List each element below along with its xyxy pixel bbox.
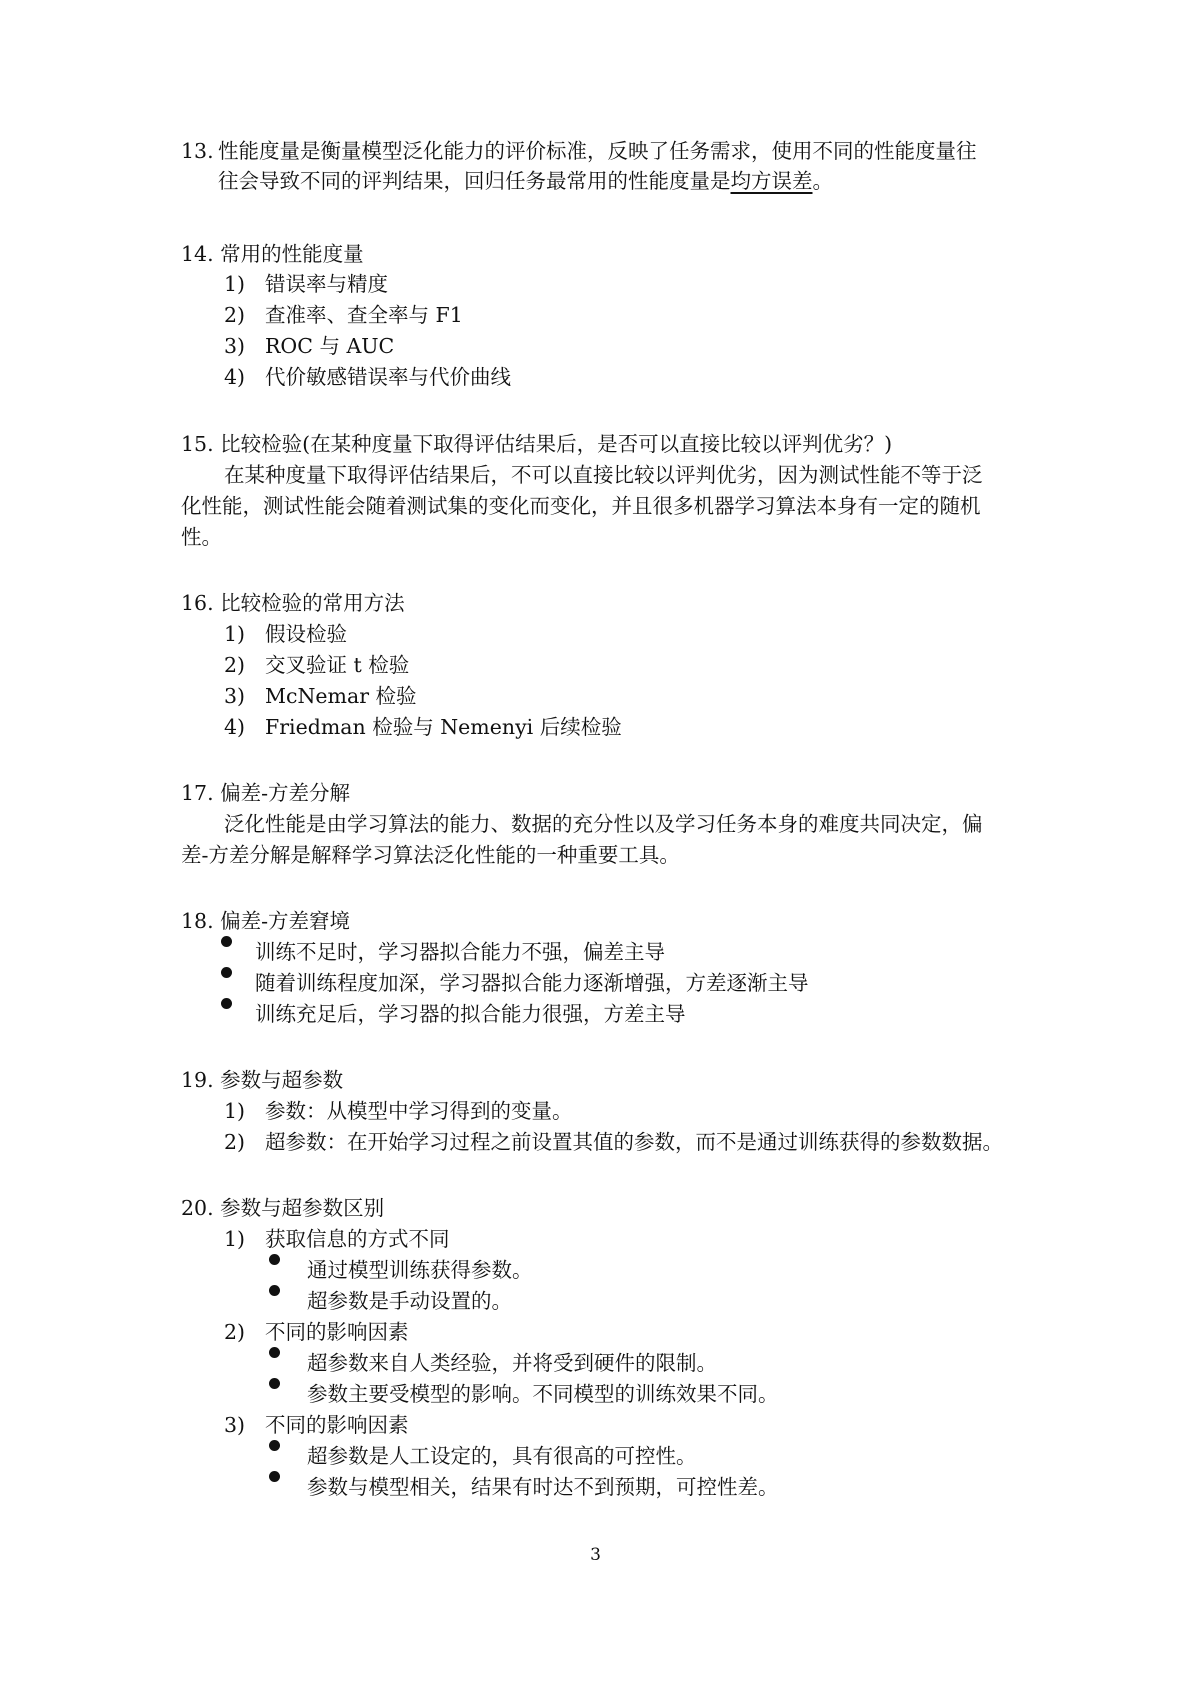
bullet-dot (221, 998, 232, 1009)
list-number: 2) (224, 1130, 246, 1154)
bullet-dot (269, 1254, 280, 1265)
sub-bullet-item: 参数与模型相关，结果有时达不到预期，可控性差。 (307, 1475, 779, 1499)
list-number: 2) (224, 653, 246, 677)
list-number: 2) (224, 1320, 246, 1344)
list-item: 错误率与精度 (265, 272, 388, 296)
list-number: 1) (224, 1227, 246, 1251)
bullet-dot (269, 1471, 280, 1482)
list-item: 代价敏感错误率与代价曲线 (265, 365, 511, 389)
list-item: 超参数：在开始学习过程之前设置其值的参数，而不是通过训练获得的参数数据。 (265, 1130, 1003, 1154)
list-item: 不同的影响因素 (265, 1320, 409, 1344)
list-number: 1) (224, 622, 246, 646)
list-item: 查准率、查全率与 F1 (265, 303, 463, 327)
section-16-title: 16. 比较检验的常用方法 (181, 591, 405, 615)
sub-bullet-item: 通过模型训练获得参数。 (307, 1258, 533, 1282)
list-item: 不同的影响因素 (265, 1413, 409, 1437)
underlined-term: 均方误差 (730, 169, 813, 193)
section-17-para-line-1: 泛化性能是由学习算法的能力、数据的充分性以及学习任务本身的难度共同决定，偏 (224, 812, 983, 836)
bullet-item: 随着训练程度加深，学习器拟合能力逐渐增强，方差逐渐主导 (255, 971, 809, 995)
section-13-line-2 (218, 167, 833, 195)
bullet-item: 训练充足后，学习器的拟合能力很强，方差主导 (255, 1002, 686, 1026)
list-item: McNemar 检验 (265, 684, 417, 708)
sub-bullet-item: 超参数来自人类经验，并将受到硬件的限制。 (307, 1351, 717, 1375)
page-number: 3 (590, 1545, 601, 1565)
sub-bullet-item: 参数主要受模型的影响。不同模型的训练效果不同。 (307, 1382, 779, 1406)
section-15-title: 15. 比较检验(在某种度量下取得评估结果后，是否可以直接比较以评判优劣？) (181, 432, 893, 456)
bullet-dot (269, 1347, 280, 1358)
list-number: 2) (224, 303, 246, 327)
list-item: Friedman 检验与 Nemenyi 后续检验 (265, 715, 622, 739)
section-13-period: 。 (812, 169, 833, 193)
section-17-para-line-2: 差-方差分解是解释学习算法泛化性能的一种重要工具。 (181, 843, 680, 867)
section-17-title: 17. 偏差-方差分解 (181, 781, 351, 805)
bullet-dot (269, 1440, 280, 1451)
list-number: 3) (224, 334, 246, 358)
bullet-dot (269, 1285, 280, 1296)
list-number: 3) (224, 1413, 246, 1437)
section-15-para-line-2: 化性能，测试性能会随着测试集的变化而变化，并且很多机器学习算法本身有一定的随机 (181, 494, 981, 518)
list-item: 假设检验 (265, 622, 347, 646)
sub-bullet-item: 超参数是手动设置的。 (307, 1289, 512, 1313)
list-item: ROC 与 AUC (265, 334, 395, 358)
bullet-dot (221, 967, 232, 978)
bullet-item: 训练不足时，学习器拟合能力不强，偏差主导 (255, 940, 665, 964)
section-14-title: 14. 常用的性能度量 (181, 242, 364, 266)
bullet-dot (269, 1378, 280, 1389)
section-13-text: 往会导致不同的评判结果，回归任务最常用的性能度量是 (218, 169, 731, 193)
bullet-dot (221, 936, 232, 947)
section-20-title: 20. 参数与超参数区别 (181, 1196, 385, 1220)
list-number: 1) (224, 272, 246, 296)
list-item: 交叉验证 t 检验 (265, 653, 410, 677)
list-item: 参数：从模型中学习得到的变量。 (265, 1099, 573, 1123)
list-item: 获取信息的方式不同 (265, 1227, 450, 1251)
list-number: 4) (224, 365, 246, 389)
list-number: 1) (224, 1099, 246, 1123)
list-number: 4) (224, 715, 246, 739)
section-15-para-line-3: 性。 (181, 525, 222, 549)
section-13-line-1: 性能度量是衡量模型泛化能力的评价标准，反映了任务需求，使用不同的性能度量往 (218, 139, 977, 163)
sub-bullet-item: 超参数是人工设定的，具有很高的可控性。 (307, 1444, 697, 1468)
section-18-title: 18. 偏差-方差窘境 (181, 909, 351, 933)
list-number: 3) (224, 684, 246, 708)
section-15-para-line-1: 在某种度量下取得评估结果后，不可以直接比较以评判优劣，因为测试性能不等于泛 (224, 463, 983, 487)
section-19-title: 19. 参数与超参数 (181, 1068, 344, 1092)
section-13-number: 13. (181, 139, 214, 163)
